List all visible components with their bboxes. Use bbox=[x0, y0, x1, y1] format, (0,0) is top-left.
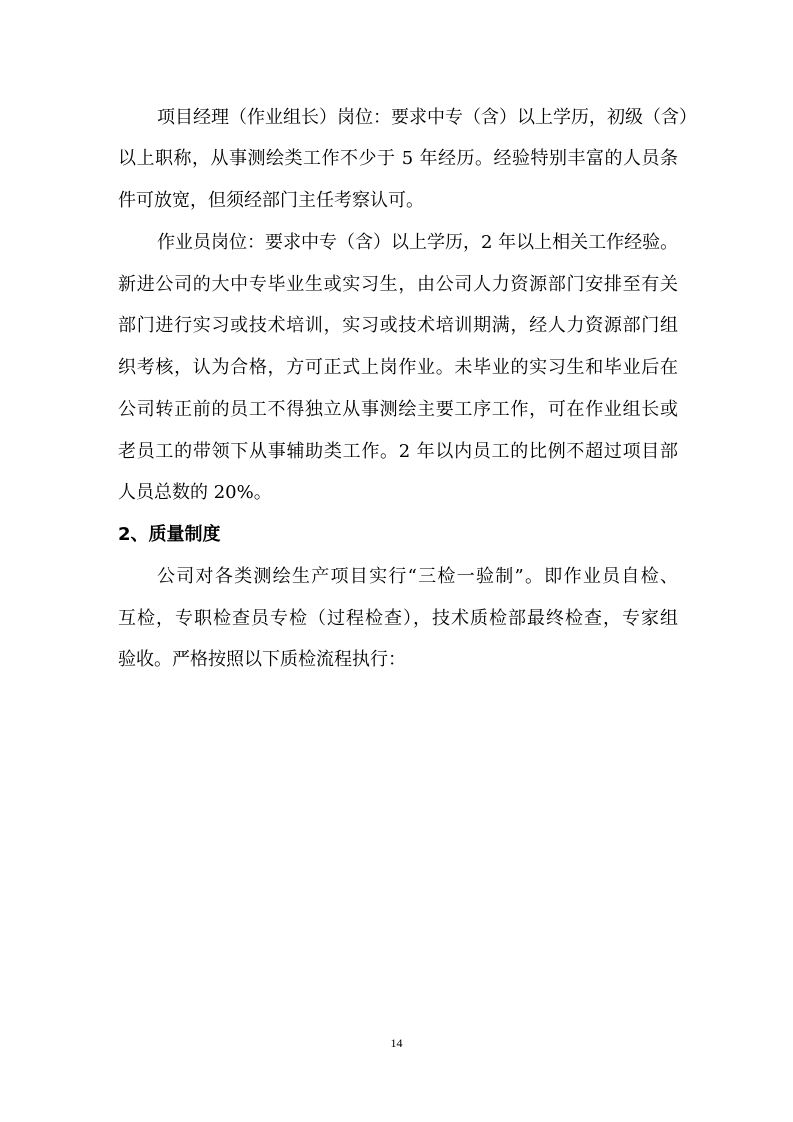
paragraph-2-line-2: 新进公司的大中专毕业生或实习生，由公司人力资源部门安排至有关 bbox=[118, 274, 678, 295]
paragraph-1-line-2: 以上职称，从事测绘类工作不少于 5 年经历。经验特别丰富的人员条 bbox=[118, 148, 678, 169]
page-number: 14 bbox=[390, 1036, 403, 1050]
section-heading: 2、质量制度 bbox=[118, 524, 221, 545]
section-paragraph-line-3: 验收。严格按照以下质检流程执行： bbox=[118, 649, 406, 670]
paragraph-2-line-5: 公司转正前的员工不得独立从事测绘主要工序工作，可在作业组长或 bbox=[118, 399, 678, 420]
paragraph-2-line-6: 老员工的带领下从事辅助类工作。2 年以内员工的比例不超过项目部 bbox=[118, 441, 678, 462]
paragraph-2-line-4: 织考核，认为合格，方可正式上岗作业。未毕业的实习生和毕业后在 bbox=[118, 357, 678, 378]
section-paragraph-line-1: 公司对各类测绘生产项目实行“三检一验制”。即作业员自检、 bbox=[157, 566, 678, 587]
paragraph-2-line-1: 作业员岗位：要求中专（含）以上学历，2 年以上相关工作经验。 bbox=[157, 232, 679, 253]
paragraph-1-line-3: 件可放宽，但须经部门主任考察认可。 bbox=[118, 190, 424, 211]
section-paragraph-line-2: 互检，专职检查员专检（过程检查），技术质检部最终检查，专家组 bbox=[118, 608, 678, 629]
paragraph-1-line-1: 项目经理（作业组长）岗位：要求中专（含）以上学历，初级（含） bbox=[157, 107, 697, 128]
paragraph-2-line-7: 人员总数的 20%。 bbox=[118, 482, 272, 503]
paragraph-2-line-3: 部门进行实习或技术培训，实习或技术培训期满，经人力资源部门组 bbox=[118, 315, 678, 336]
